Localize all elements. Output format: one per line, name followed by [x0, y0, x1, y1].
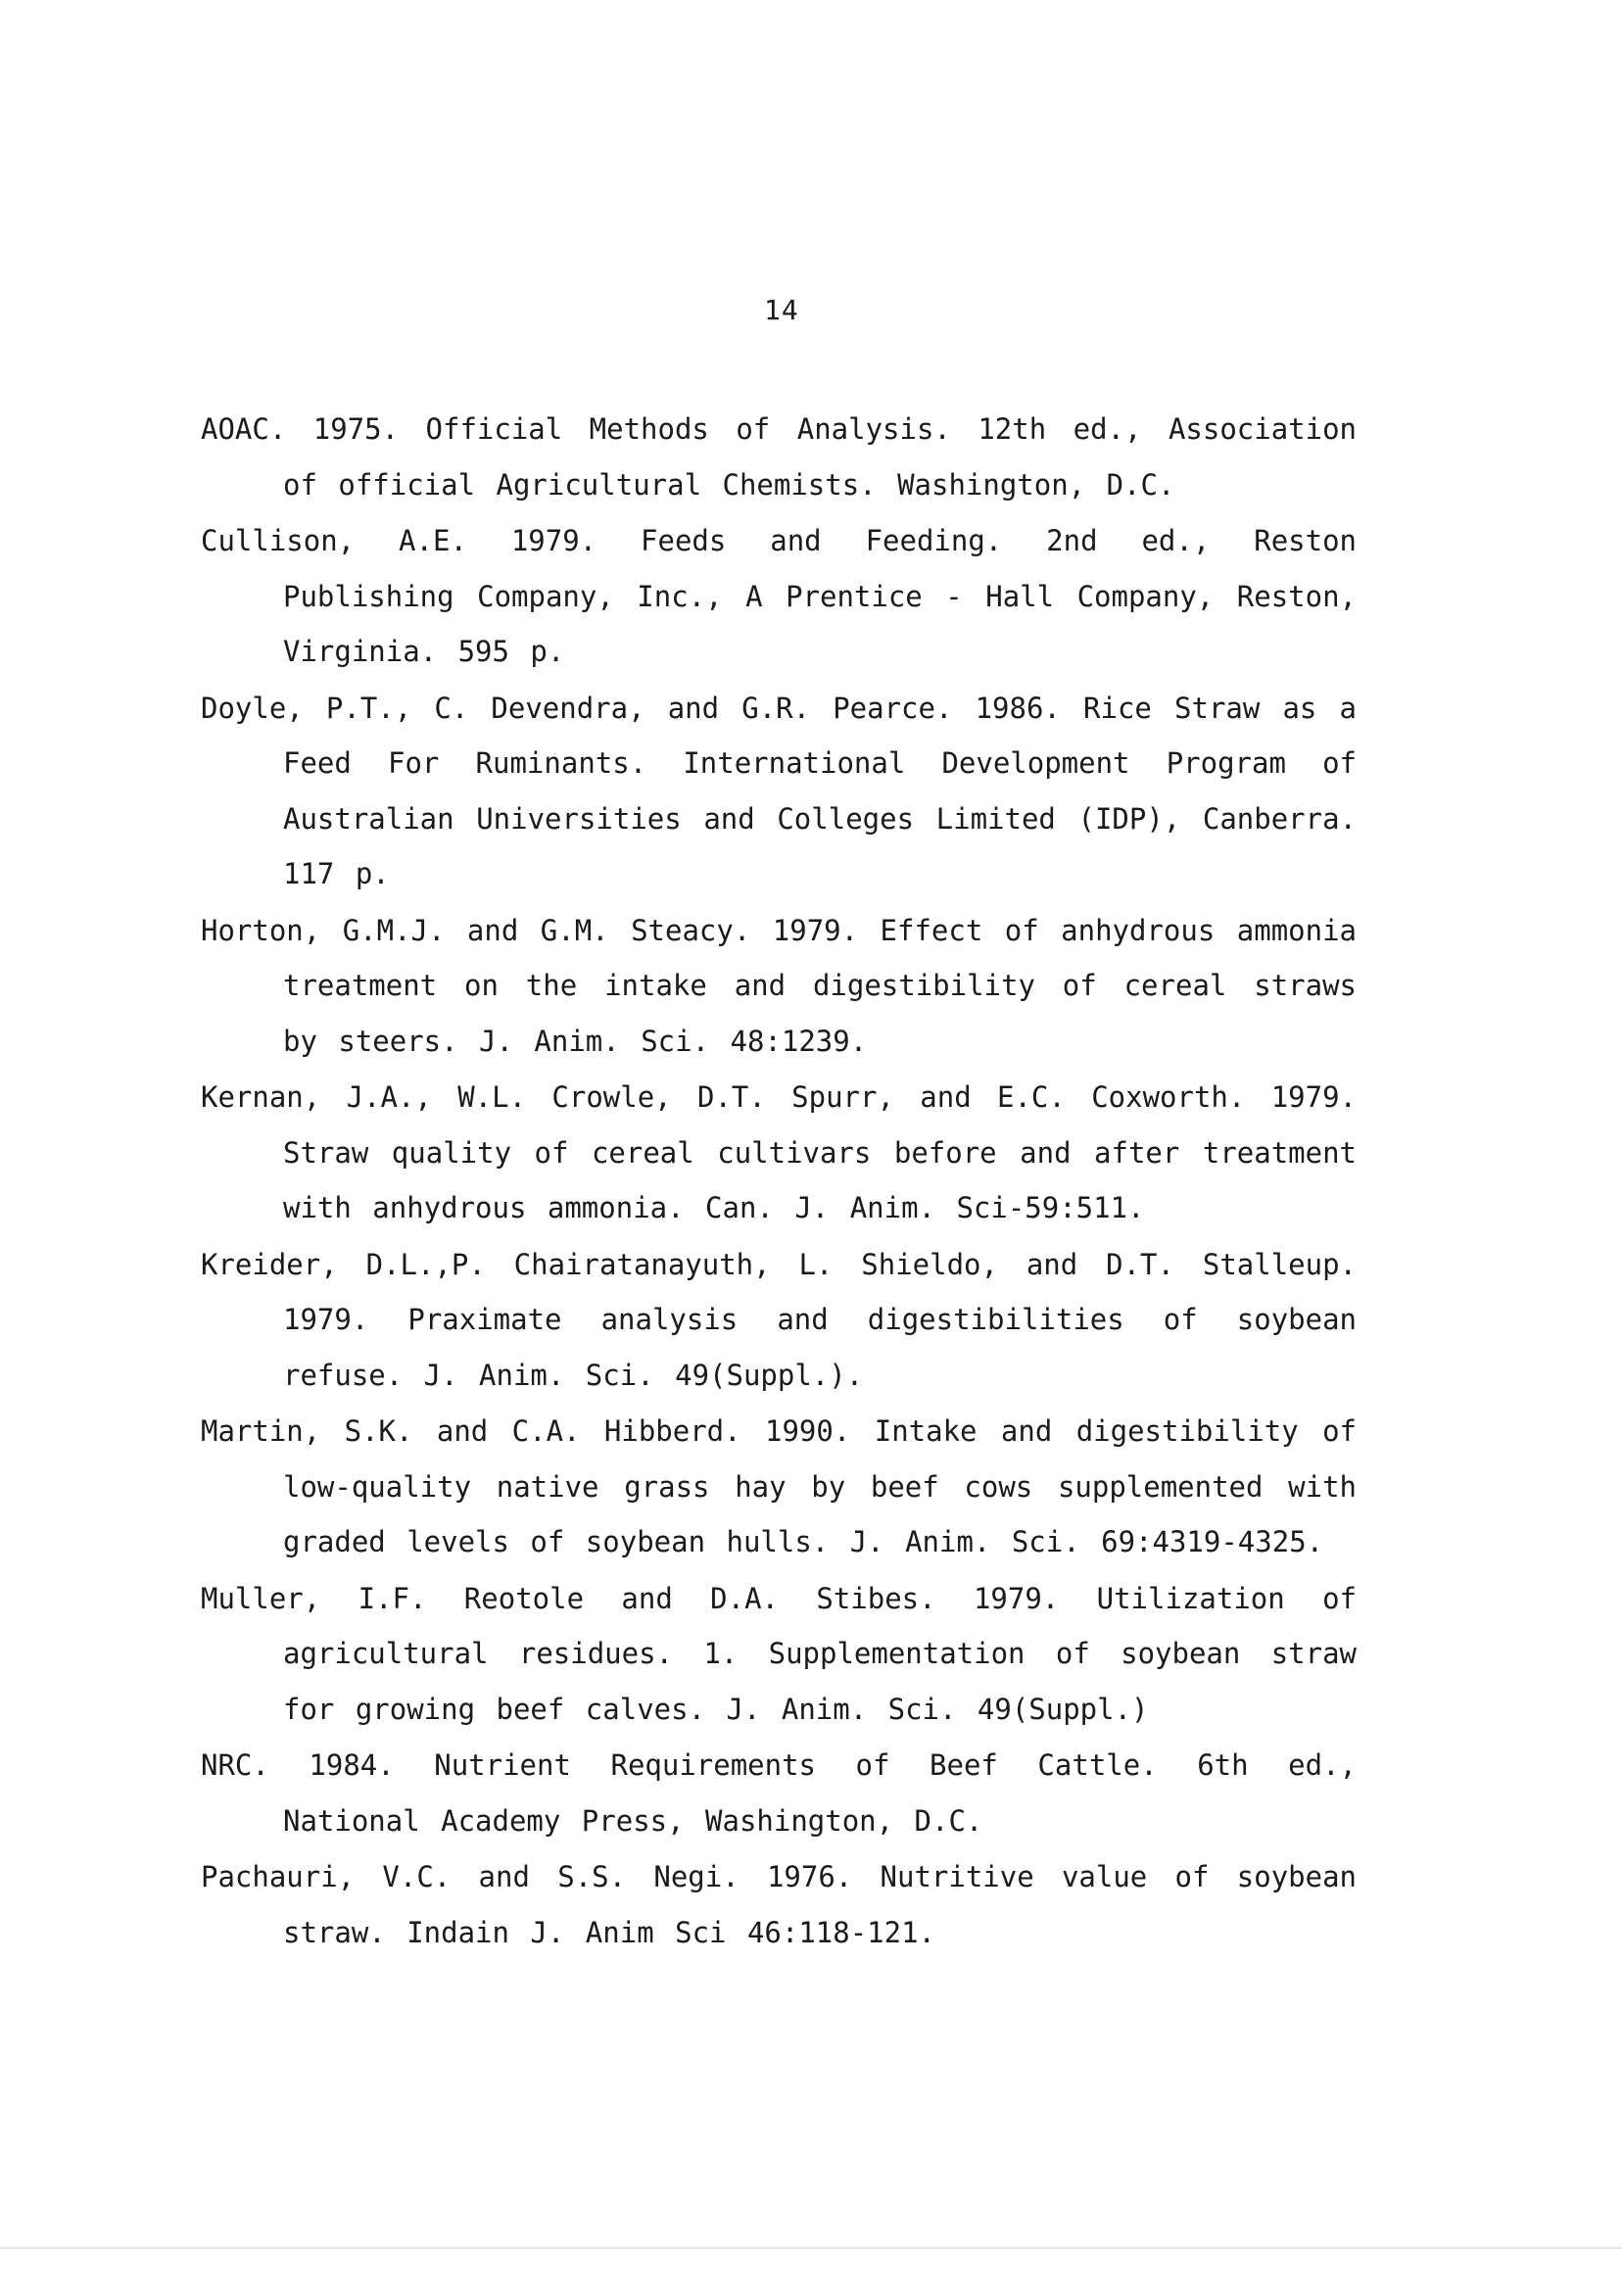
reference-entry: Pachauri, V.C. and S.S. Negi. 1976. Nutritive value of soybean straw. Indain J. Anim Sci 46:118-121.	[201, 1860, 1357, 1949]
reference-entry: Martin, S.K. and C.A. Hibberd. 1990. Intake and digestibility of low-quality native grass hay by beef cows supplemented with graded levels of soybean hulls. J. Anim. Sci. 69:4319-4325.	[201, 1414, 1357, 1558]
reference-list	[201, 402, 1357, 1961]
reference-entry: AOAC. 1975. Official Methods of Analysis. 12th ed., Association of official Agricultural Chemists. Washington, D.C.	[201, 412, 1357, 502]
reference-entry: Doyle, P.T., C. Devendra, and G.R. Pearce. 1986. Rice Straw as a Feed For Ruminants. International Development Program of Australian Universities and Colleges Limited (IDP), Canberra. 117 p.	[201, 691, 1357, 890]
page-bottom-edge	[0, 2247, 1622, 2249]
reference-entry: NRC. 1984. Nutrient Requirements of Beef Cattle. 6th ed., National Academy Press, Washington, D.C.	[201, 1748, 1357, 1838]
reference-entry: Cullison, A.E. 1979. Feeds and Feeding. 2nd ed., Reston Publishing Company, Inc., A Prentice - Hall Company, Reston, Virginia. 595 p.	[201, 524, 1357, 668]
page-number: 14	[764, 294, 799, 326]
reference-entry: Kernan, J.A., W.L. Crowle, D.T. Spurr, and E.C. Coxworth. 1979. Straw quality of cereal cultivars before and after treatment with anhydrous ammonia. Can. J. Anim. Sci-59:511.	[201, 1080, 1357, 1224]
reference-entry: Horton, G.M.J. and G.M. Steacy. 1979. Effect of anhydrous ammonia treatment on the intake and digestibility of cereal straws by steers. J. Anim. Sci. 48:1239.	[201, 913, 1357, 1058]
reference-entry: Muller, I.F. Reotole and D.A. Stibes. 1979. Utilization of agricultural residues. 1. Supplementation of soybean straw for growing beef calves. J. Anim. Sci. 49(Suppl.)	[201, 1581, 1357, 1726]
reference-entry: Kreider, D.L.,P. Chairatanayuth, L. Shieldo, and D.T. Stalleup. 1979. Praximate analysis and digestibilities of soybean refuse. J. Anim. Sci. 49(Suppl.).	[201, 1247, 1357, 1392]
